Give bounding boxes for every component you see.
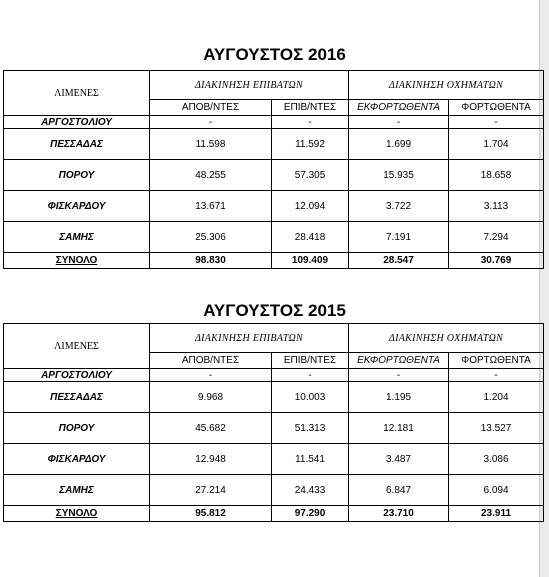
total-disembarked: 98.830 bbox=[150, 253, 272, 269]
unloaded-value: 1.699 bbox=[349, 129, 449, 160]
passengers-group-header: ΔΙΑΚΙΝΗΣΗ ΕΠΙΒΑΤΩΝ bbox=[150, 71, 349, 100]
port-name: ΠΟΡΟΥ bbox=[4, 413, 150, 444]
disembarked-header: ΑΠΟΒ/ΝΤΕΣ bbox=[150, 353, 272, 369]
table-row bbox=[4, 413, 544, 444]
embarked-value: 24.433 bbox=[272, 475, 349, 506]
vehicles-group-header: ΔΙΑΚΙΝΗΣΗ ΟΧΗΜΑΤΩΝ bbox=[349, 71, 544, 100]
ports-header: ΛΙΜΕΝΕΣ bbox=[4, 324, 150, 369]
table-row bbox=[4, 116, 544, 129]
disembarked-header: ΑΠΟΒ/ΝΤΕΣ bbox=[150, 100, 272, 116]
unloaded-value: - bbox=[349, 116, 449, 129]
table-row bbox=[4, 475, 544, 506]
total-loaded: 30.769 bbox=[449, 253, 544, 269]
total-label: ΣΥΝΟΛΟ bbox=[4, 253, 150, 269]
embarked-header: ΕΠΙΒ/ΝΤΕΣ bbox=[272, 100, 349, 116]
disembarked-value: 25.306 bbox=[150, 222, 272, 253]
loaded-value: 3.113 bbox=[449, 191, 544, 222]
ports-header: ΛΙΜΕΝΕΣ bbox=[4, 71, 150, 116]
disembarked-value: 45.682 bbox=[150, 413, 272, 444]
embarked-value: - bbox=[272, 116, 349, 129]
unloaded-value: 12.181 bbox=[349, 413, 449, 444]
loaded-value: 13.527 bbox=[449, 413, 544, 444]
total-disembarked: 95.812 bbox=[150, 506, 272, 522]
embarked-value: 10.003 bbox=[272, 382, 349, 413]
passengers-group-header: ΔΙΑΚΙΝΗΣΗ ΕΠΙΒΑΤΩΝ bbox=[150, 324, 349, 353]
table-row bbox=[4, 444, 544, 475]
total-label: ΣΥΝΟΛΟ bbox=[4, 506, 150, 522]
unloaded-value: 7.191 bbox=[349, 222, 449, 253]
disembarked-value: 27.214 bbox=[150, 475, 272, 506]
table-row bbox=[4, 191, 544, 222]
embarked-value: 12.094 bbox=[272, 191, 349, 222]
embarked-header: ΕΠΙΒ/ΝΤΕΣ bbox=[272, 353, 349, 369]
port-name: ΑΡΓΟΣΤΟΛΙΟΥ bbox=[4, 369, 150, 382]
port-name: ΣΑΜΗΣ bbox=[4, 222, 150, 253]
port-name: ΠΕΣΣΑΔΑΣ bbox=[4, 382, 150, 413]
disembarked-value: 12.948 bbox=[150, 444, 272, 475]
total-loaded: 23.911 bbox=[449, 506, 544, 522]
embarked-value: - bbox=[272, 369, 349, 382]
total-embarked: 109.409 bbox=[272, 253, 349, 269]
vehicles-group-header: ΔΙΑΚΙΝΗΣΗ ΟΧΗΜΑΤΩΝ bbox=[349, 324, 544, 353]
disembarked-value: 48.255 bbox=[150, 160, 272, 191]
total-embarked: 97.290 bbox=[272, 506, 349, 522]
loaded-value: 1.204 bbox=[449, 382, 544, 413]
port-name: ΠΕΣΣΑΔΑΣ bbox=[4, 129, 150, 160]
embarked-value: 11.592 bbox=[272, 129, 349, 160]
disembarked-value: 11.598 bbox=[150, 129, 272, 160]
loaded-value: 18.658 bbox=[449, 160, 544, 191]
header-row bbox=[4, 324, 544, 353]
disembarked-value: 13.671 bbox=[150, 191, 272, 222]
loaded-value: 3.086 bbox=[449, 444, 544, 475]
table-row bbox=[4, 382, 544, 413]
port-name: ΣΑΜΗΣ bbox=[4, 475, 150, 506]
embarked-value: 11.541 bbox=[272, 444, 349, 475]
table-row bbox=[4, 160, 544, 191]
disembarked-value: - bbox=[150, 369, 272, 382]
unloaded-value: 6.847 bbox=[349, 475, 449, 506]
disembarked-value: - bbox=[150, 116, 272, 129]
loaded-header: ΦΟΡΤΩΘΕΝΤΑ bbox=[449, 100, 544, 116]
port-name: ΑΡΓΟΣΤΟΛΙΟΥ bbox=[4, 116, 150, 129]
loaded-value: 7.294 bbox=[449, 222, 544, 253]
table-2015-title: ΑΥΓΟΥΣΤΟΣ 2015 bbox=[203, 301, 346, 320]
loaded-value: - bbox=[449, 369, 544, 382]
unloaded-value: - bbox=[349, 369, 449, 382]
table-row bbox=[4, 222, 544, 253]
table-2015 bbox=[3, 323, 544, 522]
loaded-value: 6.094 bbox=[449, 475, 544, 506]
table-2016 bbox=[3, 70, 544, 269]
port-name: ΦΙΣΚΑΡΔΟΥ bbox=[4, 191, 150, 222]
total-unloaded: 23.710 bbox=[349, 506, 449, 522]
unloaded-value: 3.487 bbox=[349, 444, 449, 475]
port-name: ΠΟΡΟΥ bbox=[4, 160, 150, 191]
total-row bbox=[4, 253, 544, 269]
table-2016-title: ΑΥΓΟΥΣΤΟΣ 2016 bbox=[203, 45, 346, 64]
loaded-value: - bbox=[449, 116, 544, 129]
loaded-value: 1.704 bbox=[449, 129, 544, 160]
unloaded-header: ΕΚΦΟΡΤΩΘΕΝΤΑ bbox=[349, 353, 449, 369]
unloaded-value: 3.722 bbox=[349, 191, 449, 222]
unloaded-value: 15.935 bbox=[349, 160, 449, 191]
port-name: ΦΙΣΚΑΡΔΟΥ bbox=[4, 444, 150, 475]
loaded-header: ΦΟΡΤΩΘΕΝΤΑ bbox=[449, 353, 544, 369]
total-row bbox=[4, 506, 544, 522]
unloaded-header: ΕΚΦΟΡΤΩΘΕΝΤΑ bbox=[349, 100, 449, 116]
total-unloaded: 28.547 bbox=[349, 253, 449, 269]
table-row bbox=[4, 129, 544, 160]
disembarked-value: 9.968 bbox=[150, 382, 272, 413]
header-row bbox=[4, 71, 544, 100]
embarked-value: 51.313 bbox=[272, 413, 349, 444]
embarked-value: 57.305 bbox=[272, 160, 349, 191]
unloaded-value: 1.195 bbox=[349, 382, 449, 413]
table-row bbox=[4, 369, 544, 382]
embarked-value: 28.418 bbox=[272, 222, 349, 253]
